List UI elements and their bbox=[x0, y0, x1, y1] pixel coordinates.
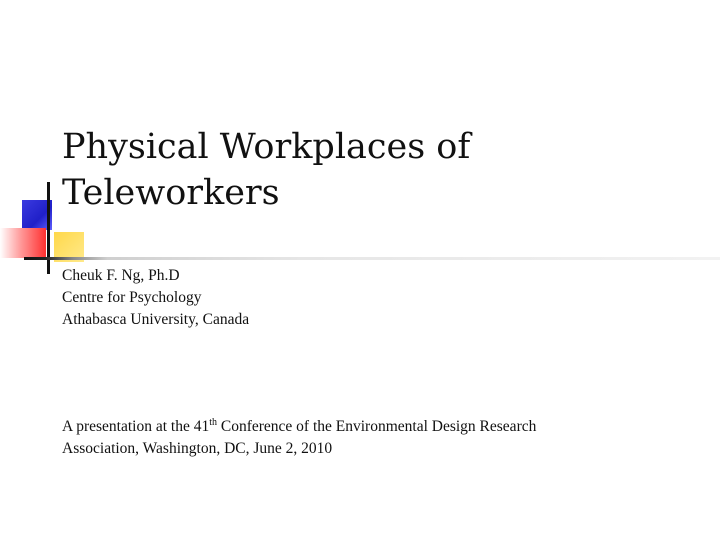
title-line-2: Teleworkers bbox=[62, 173, 280, 213]
title-line-1: Physical Workplaces of bbox=[62, 127, 471, 167]
presentation-conference: Conference of the Environmental Design Research bbox=[217, 418, 537, 435]
author-department: Centre for Psychology bbox=[62, 289, 202, 306]
presentation-note bbox=[62, 416, 702, 460]
red-square-decoration bbox=[0, 228, 46, 258]
presentation-location-date: Association, Washington, DC, June 2, 2010 bbox=[62, 440, 333, 457]
vertical-rule bbox=[47, 182, 50, 274]
presentation-prefix: A presentation at the 41 bbox=[62, 418, 210, 435]
slide-title bbox=[62, 124, 662, 216]
presentation-ordinal-suffix: th bbox=[209, 417, 217, 428]
horizontal-rule bbox=[24, 257, 720, 260]
author-university: Athabasca University, Canada bbox=[62, 311, 250, 328]
author-name: Cheuk F. Ng, Ph.D bbox=[62, 267, 180, 284]
author-block bbox=[62, 265, 249, 331]
